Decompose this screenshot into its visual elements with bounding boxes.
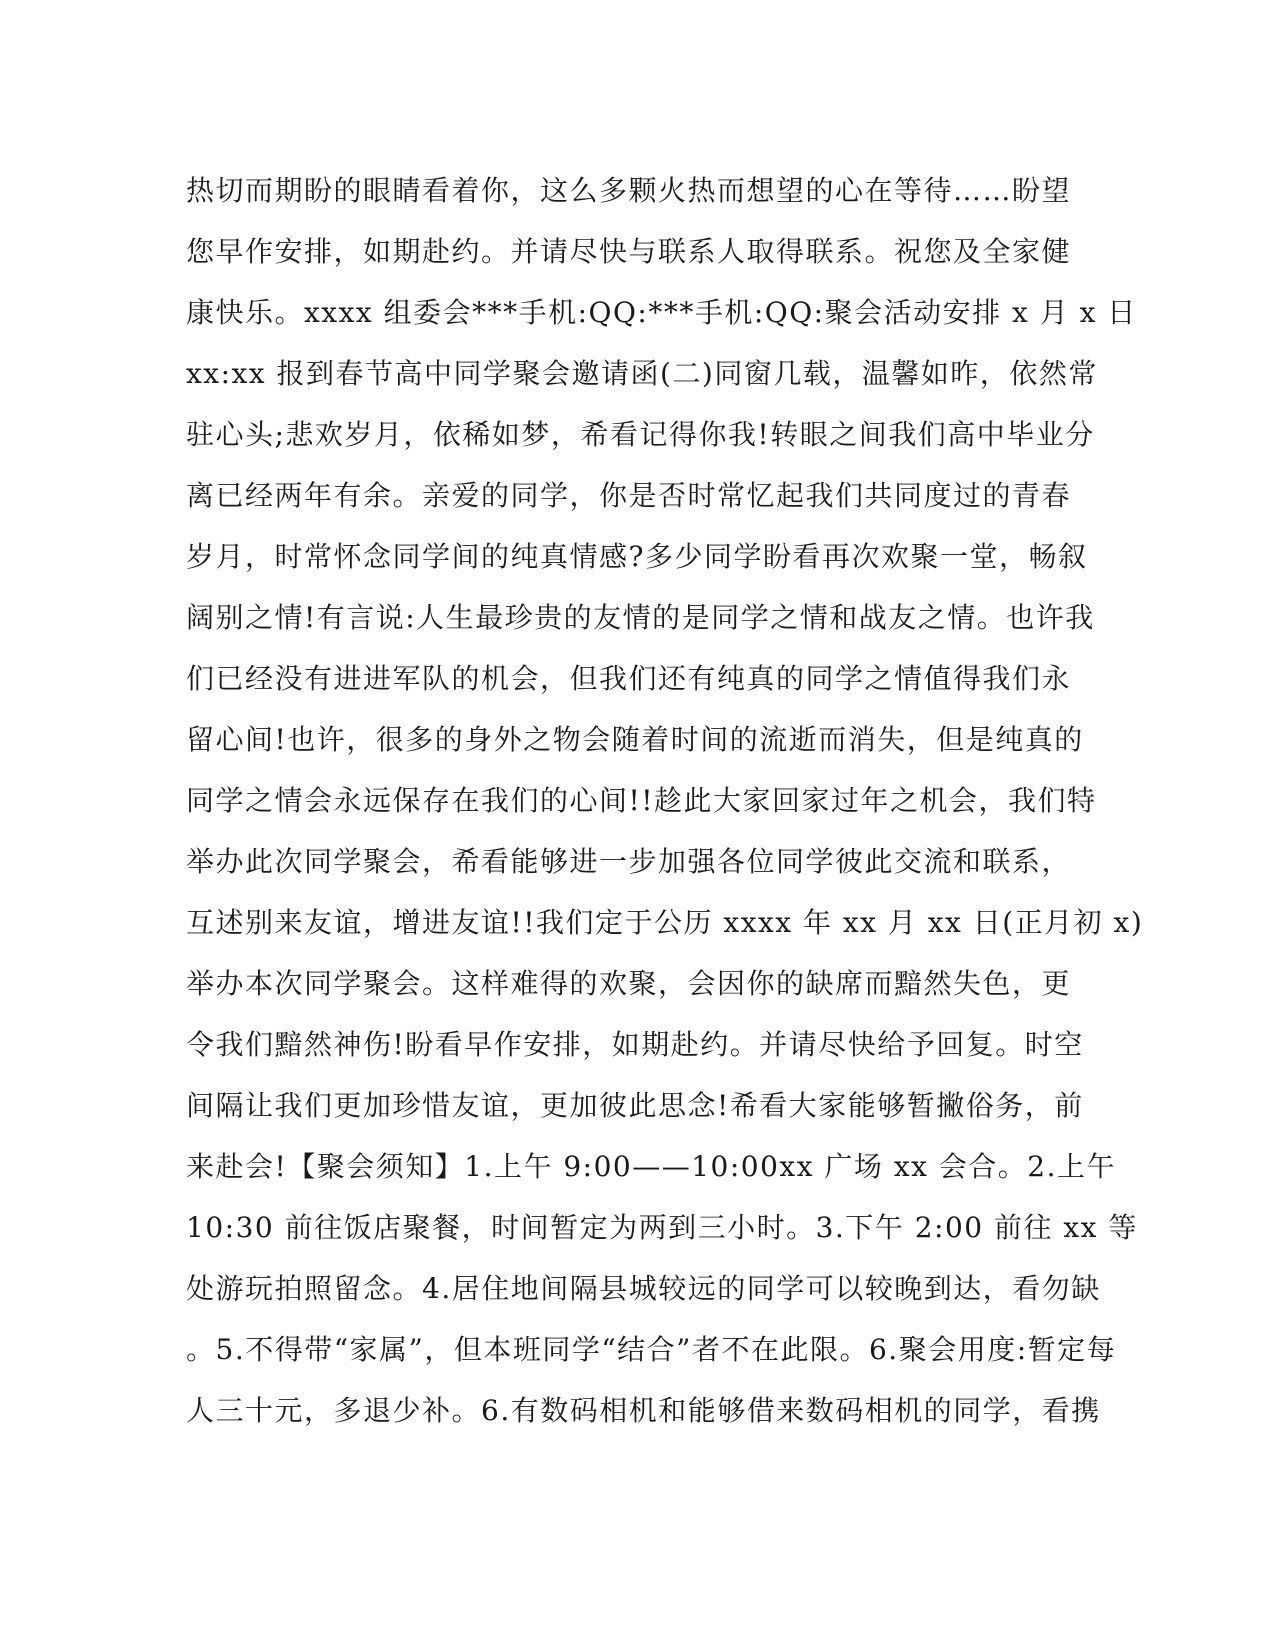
text-line: 举办此次同学聚会，希看能够进一步加强各位同学彼此交流和联系， xyxy=(186,845,1072,878)
text-line: 阔别之情!有言说:人生最珍贵的友情的是同学之情和战友之情。也许我 xyxy=(186,601,1095,634)
text-line: 令我们黯然神伤!盼看早作安排，如期赴约。并请尽快给予回复。时空 xyxy=(186,1028,1084,1061)
text-line: 离已经两年有余。亲爱的同学，你是否时常忆起我们共同度过的青春 xyxy=(186,479,1072,512)
text-line: 人三十元，多退少补。6.有数码相机和能够借来数码相机的同学，看携 xyxy=(186,1394,1101,1427)
text-line: 留心间!也许，很多的身外之物会随着时间的流逝而消失，但是纯真的 xyxy=(186,723,1084,756)
text-line: xx:xx 报到春节高中同学聚会邀请函(二)同窗几载，温馨如昨，依然常 xyxy=(186,357,1098,390)
text-line: 10:30 前往饭店聚餐，时间暂定为两到三小时。3.下午 2:00 前往 xx 等 xyxy=(186,1211,1138,1244)
text-line: 驻心头;悲欢岁月，依稀如梦，希看记得你我!转眼之间我们高中毕业分 xyxy=(186,418,1095,451)
text-line: 处游玩拍照留念。4.居住地间隔县城较远的同学可以较晚到达，看勿缺 xyxy=(186,1272,1101,1305)
text-line: 岁月，时常怀念同学间的纯真情感?多少同学盼看再次欢聚一堂，畅叙 xyxy=(186,540,1088,573)
text-line: 同学之情会永远保存在我们的心间!!趁此大家回家过年之机会，我们特 xyxy=(186,784,1097,817)
text-line: 热切而期盼的眼睛看着你，这么多颗火热而想望的心在等待……盼望 xyxy=(186,174,1072,207)
text-line: 举办本次同学聚会。这样难得的欢聚，会因你的缺席而黯然失色，更 xyxy=(186,967,1072,1000)
text-line: 互述别来友谊，增进友谊!!我们定于公历 xxxx 年 xx 月 xx 日(正月初 x) xyxy=(186,906,1144,939)
body-text xyxy=(186,160,1144,1441)
text-line: 间隔让我们更加珍惜友谊，更加彼此思念!希看大家能够暂撇俗务，前 xyxy=(186,1089,1084,1122)
text-line: 来赴会!【聚会须知】1.上午 9:00——10:00xx 广场 xx 会合。2.上午 xyxy=(186,1150,1117,1183)
text-line: 您早作安排，如期赴约。并请尽快与联系人取得联系。祝您及全家健 xyxy=(186,235,1072,268)
text-line: 康快乐。xxxx 组委会***手机:QQ:***手机:QQ:聚会活动安排 x 月 x 日 xyxy=(186,296,1137,329)
text-line: 。5.不得带“家属”，但本班同学“结合”者不在此限。6.聚会用度:暂定每 xyxy=(186,1333,1117,1366)
text-line: 们已经没有进进军队的机会，但我们还有纯真的同学之情值得我们永 xyxy=(186,662,1072,695)
